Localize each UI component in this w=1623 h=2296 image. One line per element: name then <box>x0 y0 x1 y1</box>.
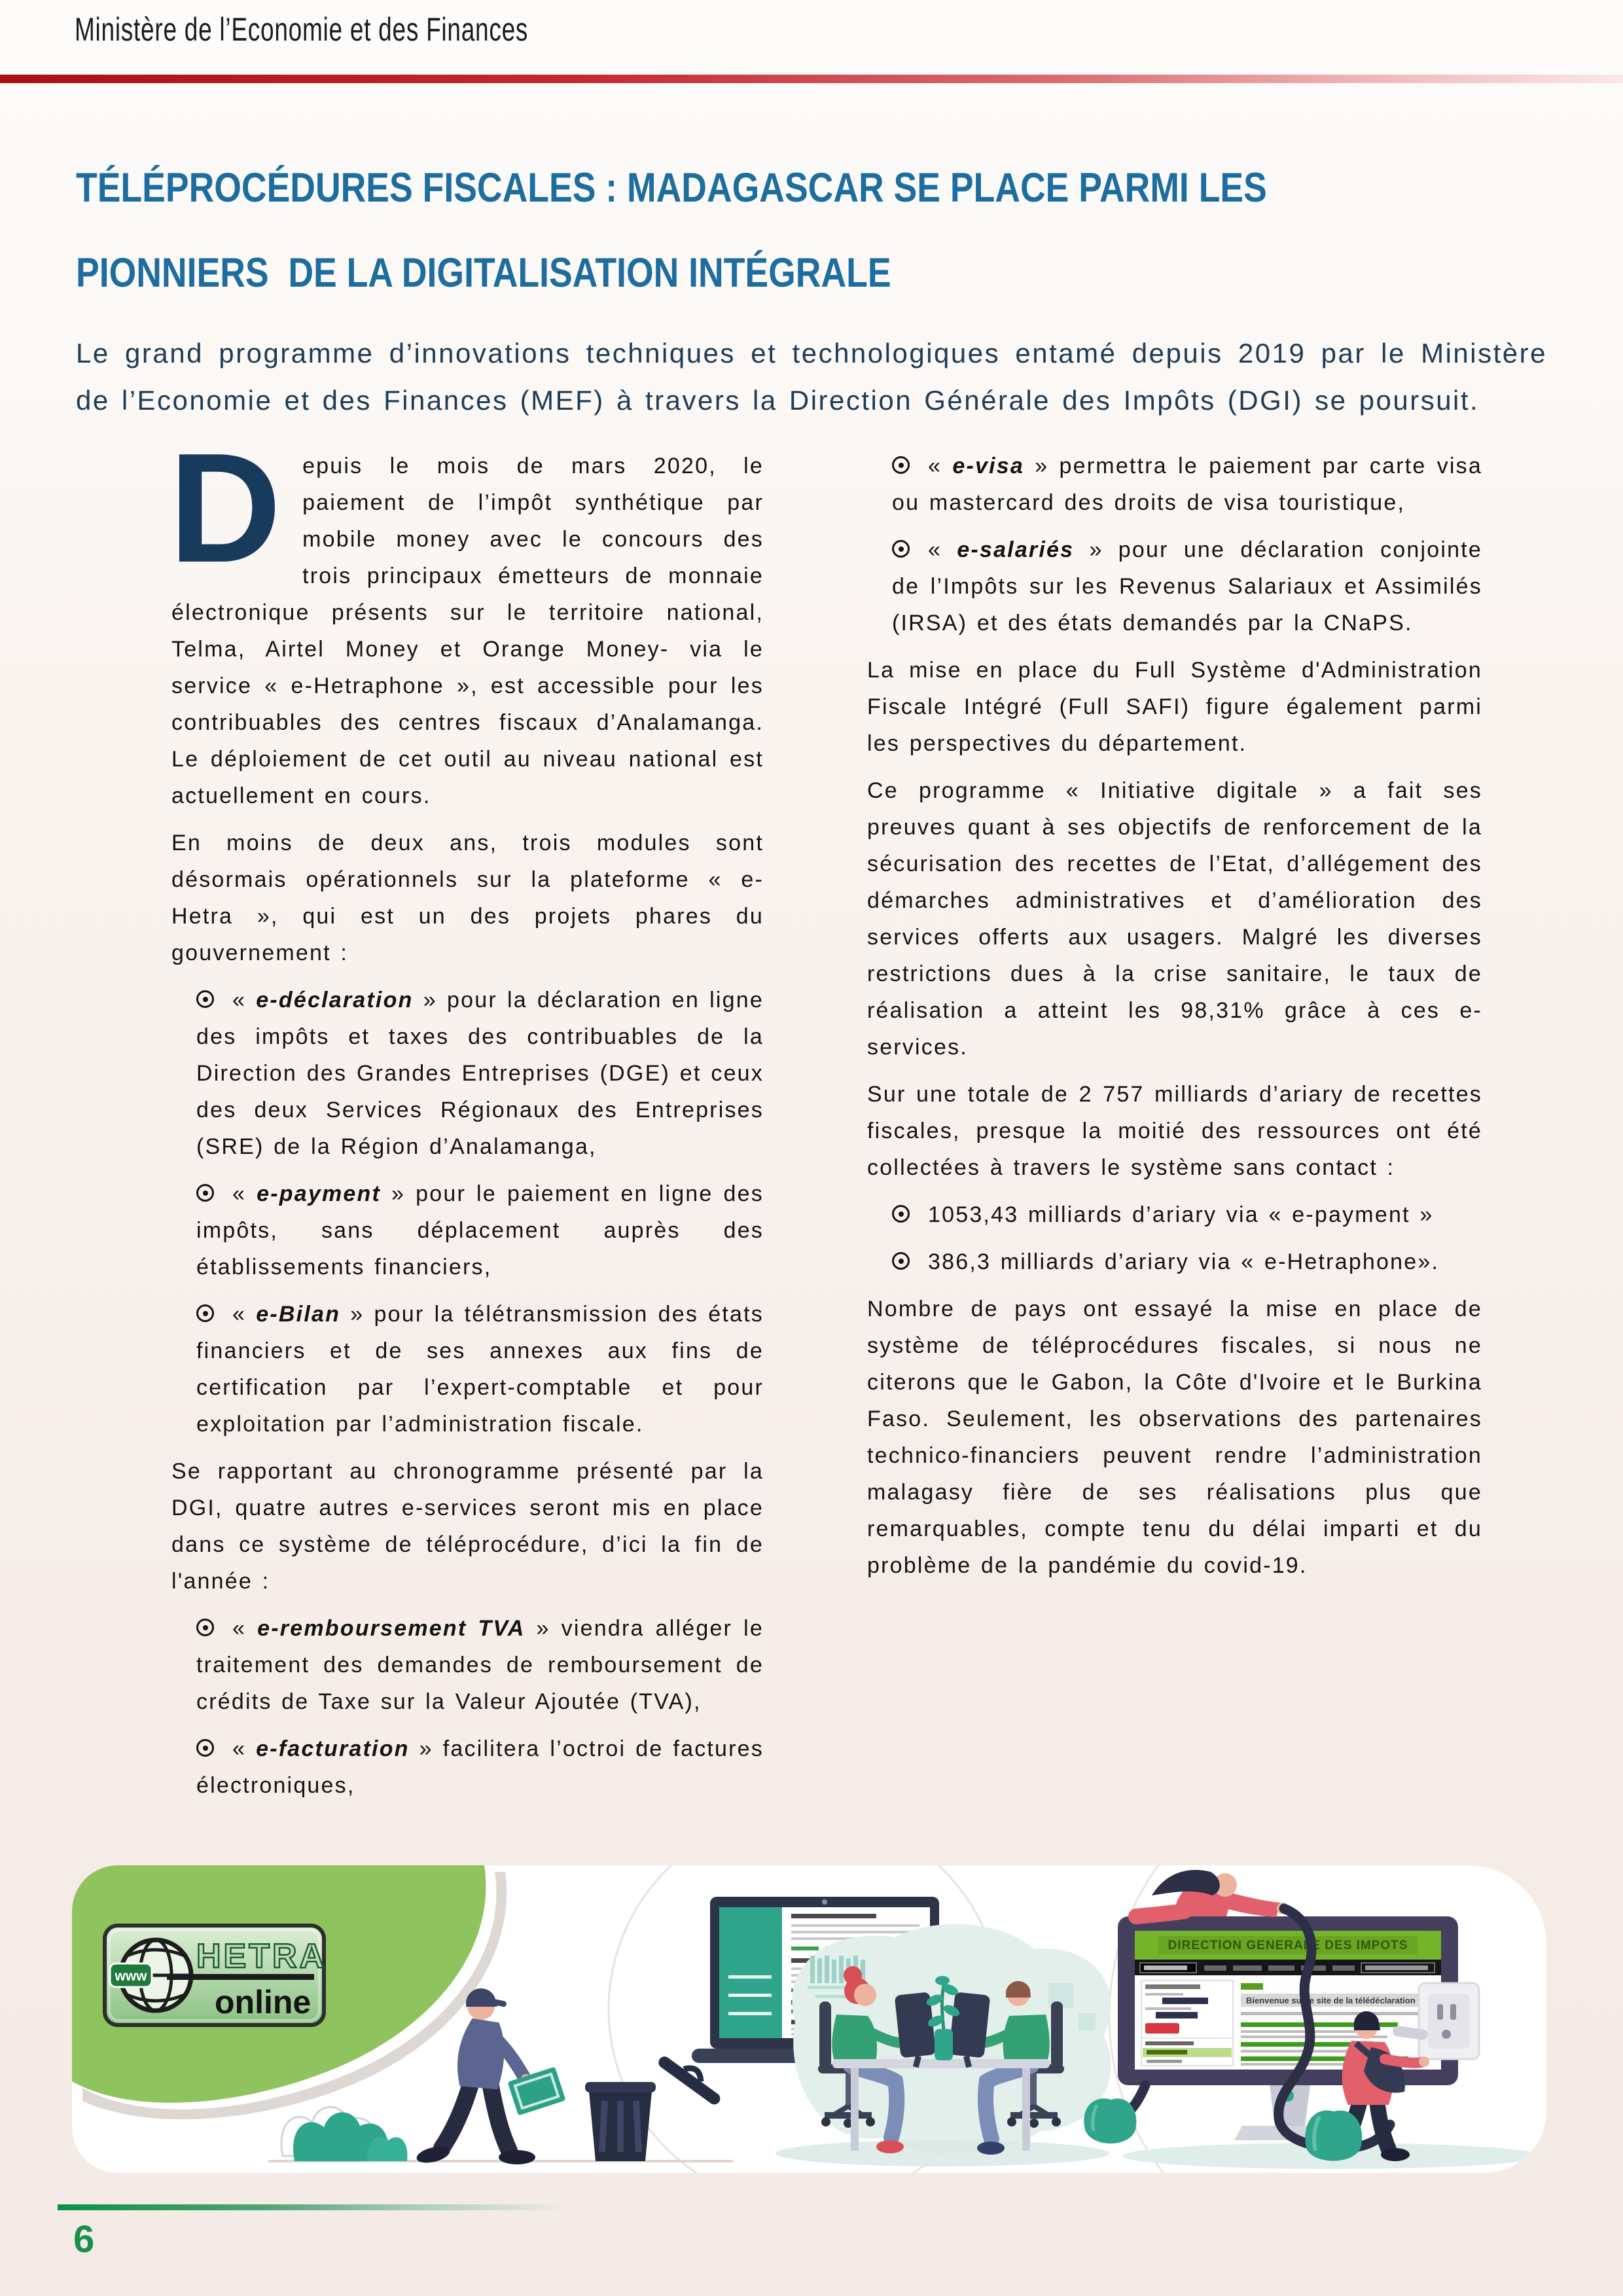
bullet-item: « e-remboursement TVA » viendra alléger le traitement des demandes de remboursement de crédits de Taxe sur la Valeur Ajoutée (TVA), <box>196 1616 764 1714</box>
bush <box>281 2107 408 2161</box>
page-number: 6 <box>73 2218 95 2261</box>
bullet-item: « e-déclaration » pour la déclaration en ligne des impôts et taxes des contribuables de la Direction des Grandes Entreprises (DGE) et ceux des deux Services Régionaux des Entreprises (SRE) de la Région d’Analamanga, <box>196 988 764 1159</box>
logo-sub: online <box>215 1984 312 2020</box>
power-outlet-icon <box>1419 1983 1479 2059</box>
body-paragraph: Ce programme « Initiative digitale » a fait ses preuves quant à ses objectifs de renforcement de la sécurisation des recettes de l’Etat, d’allégement des démarches administratives et d’amélioration des services offerts aux usagers. Malgré les diverses restrictions dues à la crise sanitaire, le taux de réalisation a atteint les 98,31% grâce à ces e-services. <box>867 778 1482 1060</box>
office-desk-scene <box>776 1924 1111 2166</box>
article-title-line2: PIONNIERS DE LA DIGITALISATION INTÉGRALE <box>76 250 891 296</box>
e-services-illustration <box>72 1865 1546 2173</box>
bullet-dot-icon <box>892 1205 910 1223</box>
article-title-line1: TÉLÉPROCÉDURES FISCALES : MADAGASCAR SE PLACE PARMI LES <box>76 165 1267 211</box>
article-title <box>76 145 1547 315</box>
plug-woman-figure <box>1136 1870 1289 1916</box>
welcome-text: Bienvenue sur le site de la télédéclaration <box>1246 1996 1416 2005</box>
dgi-site-title: DIRECTION GENERALE DES IMPOTS <box>1168 1939 1408 1952</box>
bullet-dot-icon <box>196 1739 214 1757</box>
body-paragraph: Sur une totale de 2 757 milliards d’ariary de recettes fiscales, presque la moitié des ressources ont été collectées à travers le système sans contact : <box>867 1082 1482 1180</box>
bullet-dot-icon <box>892 540 910 558</box>
footer-rule <box>58 2204 567 2210</box>
logo-name: HETRA <box>196 1937 327 1975</box>
bullet-item: « e-payment » pour le paiement en ligne des impôts, sans déplacement auprès des établissements financiers, <box>196 1181 764 1280</box>
www-tag <box>110 1964 152 1987</box>
body-paragraph: Depuis le mois de mars 2020, le paiement de l’impôt synthétique par mobile money avec le concours des trois principaux émetteurs de monnaie électronique présents sur le territoire national, Telma, Airtel Money et Orange Money- via le service « e-Hetraphone », est accessible pour les contribuables des centres fiscaux d’Analamanga. Le déploiement de cet outil au niveau national est actuellement en cours. <box>169 448 764 808</box>
drop-cap: D <box>169 448 283 595</box>
article-columns <box>76 448 1547 1809</box>
bullet-item: « e-Bilan » pour la télétransmission des états financiers et de ses annexes aux fins de certification par l’expert-comptable et pour exploitation par l’administration fiscale. <box>196 1302 764 1437</box>
bullet-dot-icon <box>892 456 910 474</box>
right-column <box>867 448 1482 1809</box>
laptop-sidebar <box>719 1907 782 2038</box>
wall-frame <box>1079 2013 1096 2030</box>
page-content <box>76 83 1547 1809</box>
bullet-item: « e-salariés » pour une déclaration conjointe de l’Impôts sur les Revenus Salariaux et Assimilés (IRSA) et des états demandés par la CNaPS. <box>892 537 1482 636</box>
desktop-monitor-scene <box>1084 1870 1541 2169</box>
bullet-dot-icon <box>196 1304 214 1322</box>
webpage-sidebar <box>1141 1981 1233 2066</box>
body-paragraph: Se rapportant au chronogramme présenté par la DGI, quatre autres e-services seront mis en place dans ce système de téléprocédure, d’ici la fin de l'année : <box>171 1459 764 1594</box>
body-paragraph: La mise en place du Full Système d'Administration Fiscale Intégré (Full SAFI) figure également parmi les perspectives du département. <box>867 658 1482 756</box>
bullet-dot-icon <box>196 990 214 1008</box>
body-paragraph: En moins de deux ans, trois modules sont désormais opérationnels sur la plateforme « e-Hetra », qui est un des projets phares du gouvernement : <box>171 831 764 965</box>
ministry-name: Ministère de l’Economie et des Finances <box>75 11 529 48</box>
walking-man-figure <box>415 1988 565 2166</box>
bullet-dot-icon <box>196 1184 214 1202</box>
bullet-item: 1053,43 milliards d’ariary via « e-payment » <box>892 1196 1482 1233</box>
bullet-item: « e-visa » permettra le paiement par carte visa ou mastercard des droits de visa touristique, <box>892 454 1482 515</box>
article-intro: Le grand programme d’innovations techniques et technologiques entamé depuis 2019 par le Ministère de l’Economie et des Finances (MEF) à travers la Direction Générale des Impôts (DGI) se poursuit. <box>76 338 1547 416</box>
body-paragraph: Nombre de pays ont essayé la mise en place de système de téléprocédures fiscales, si nous ne citerons que le Gabon, la Côte d'Ivoire et le Burkina Faso. Seulement, les observations des partenaires technico-financiers peuvent rendre l’administration malagasy fière de ses réalisations plus que remarquables, compte tenu du délai imparti et du problème de la pandémie du covid-19. <box>867 1297 1482 1578</box>
header-rule <box>0 75 1623 83</box>
bullet-dot-icon <box>196 1619 214 1636</box>
bullet-dot-icon <box>892 1252 910 1270</box>
illustration-card <box>72 1865 1546 2173</box>
bullet-item: « e-facturation » facilitera l’octroi de factures électroniques, <box>196 1736 764 1798</box>
trash-can <box>585 2049 726 2161</box>
left-column <box>171 448 764 1809</box>
svg-text:www: www <box>115 1969 147 1984</box>
bullet-item: 386,3 milliards d’ariary via « e-Hetraphone». <box>892 1244 1482 1280</box>
hetra-logo <box>105 1926 327 2025</box>
floor-shadow <box>776 2140 1109 2166</box>
